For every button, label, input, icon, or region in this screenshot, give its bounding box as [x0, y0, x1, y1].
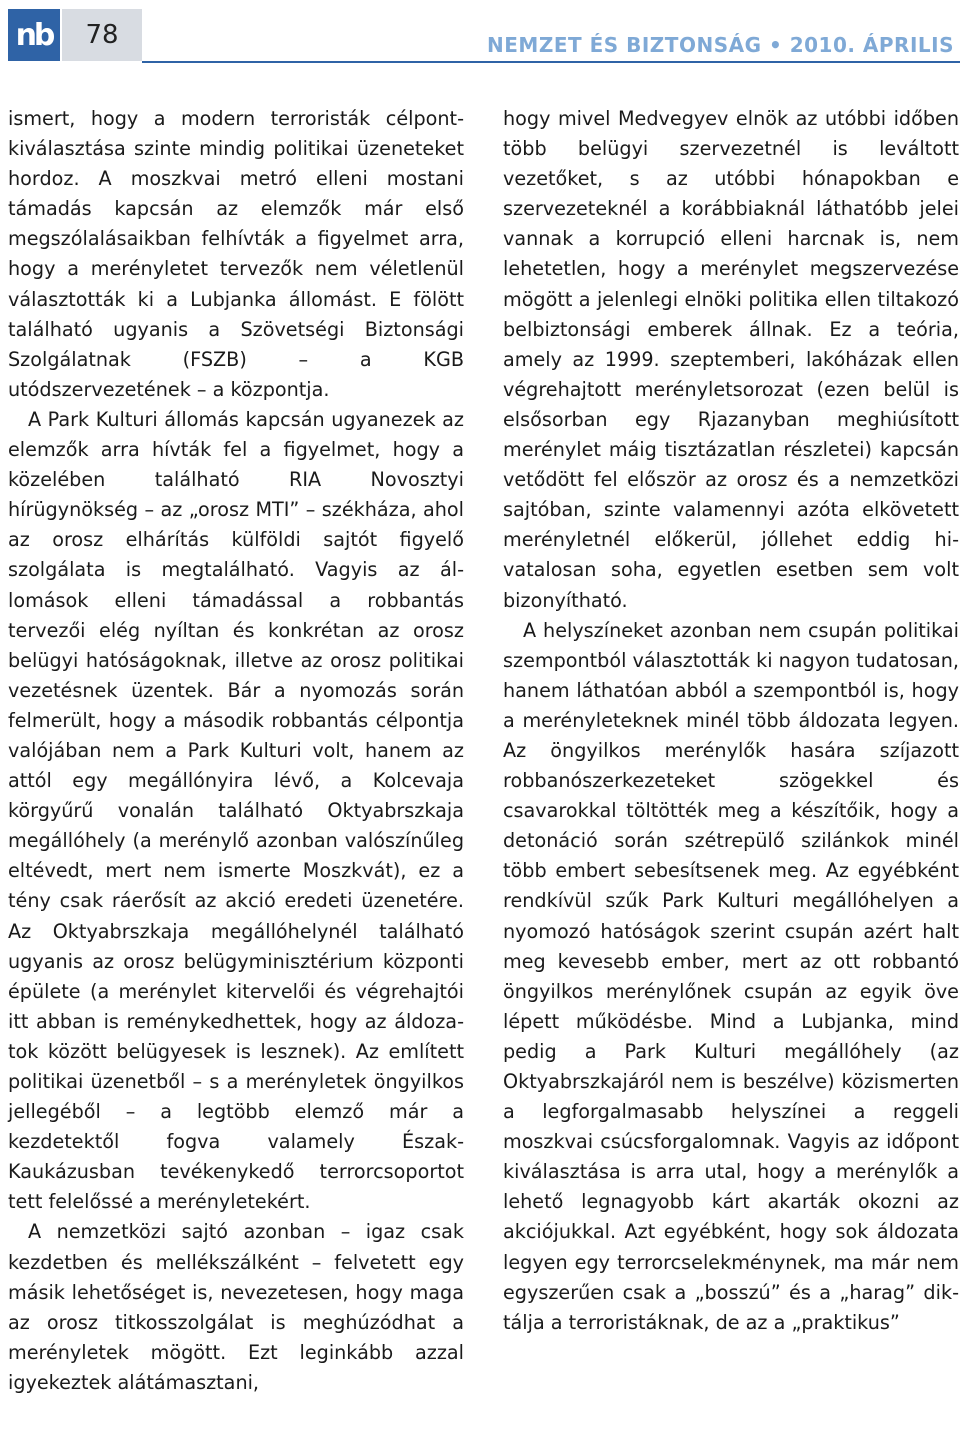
page-number-box [62, 9, 142, 61]
page-number: 78 [85, 20, 119, 50]
magazine-logo [8, 9, 60, 61]
right-paragraph-2: A helyszíneket azonban nem csupán politikai szempontból választották ki nagyon tudatosan, hanem láthatóan abból a szempontból is, hogy a merényleteknek minél több áldozata legyen. Az öngyilkos merénylők hasára szíjazott robbanószerkezeteket szögekkel és csavarokkal töltötték meg a készítőik, hogy a detonáció során szétrepülő szilánkok minél több embert sebesítsenek meg. Az egyébként rendkívül szűk Park Kulturi megállóhelyen a nyomozó hatóságok szerint csupán azért halt meg kevesebb ember, mert az ott robbantó öngyilkos merénylőnek csupán az egyik öve lépett működésbe. Mind a Lubjanka, mind pedig a Park Kulturi megállóhely (az Oktyabrszkajáról nem is beszélve) közismerten a legforgalmasabb helyszínei a reggeli moszkvai csúcsforgalomnak. Vagyis az időpont kiválasztása is arra utal, hogy a merénylők a lehető legnagyobb kárt akarták okozni az akciójukkal. Azt egyébként, hogy sok áldozata legyen egy terrorcselekménynek, ma már nem egyszerűen csak a „bosszú” és a „harag” diktálja a terroristáknak, de az a „praktikus” [503, 618, 959, 1334]
right-paragraph-1: hogy mivel Medvegyev elnök az utóbbi időben több belügyi szervezetnél is leváltott vezetőket, s az utóbbi hónapokban e szervezeteknél a korábbiaknál láthatóbb jelei vannak a korrupció elleni harcnak is, nem lehetetlen, hogy a merénylet megszervezése mögött a jelenlegi elnöki politika ellen tiltakozó belbiztonsági emberek állnak. Ez a teória, amely az 1999. szeptemberi, lakóházak ellen végrehajtott merényletsorozat (ezen belül is elsősorban egy Rjazanyban meghiúsított merénylet máig tisztázatlan részletei) kapcsán vetődött fel először az orosz és a nemzetközi sajtóban, szinte valamennyi azóta elkövetett merényletnél előkerül, jóllehet eddig hivatalosan soha, egyetlen esetben sem volt bizonyítható. [503, 107, 959, 612]
header-rule [142, 61, 960, 63]
running-title: NEMZET ÉS BIZTONSÁG • 2010. ÁPRILIS [487, 33, 954, 57]
left-column [8, 104, 464, 1398]
right-column [503, 104, 959, 1338]
left-paragraph-2: A Park Kulturi állomás kapcsán ugyanezek az elemzők arra hívták fel a figyelmet, hogy a közelében található RIA Novosztyi hírügynökség – az „orosz MTI” – székháza, ahol az orosz elhárítás külföldi sajtót figyelő szolgálata is megtalálható. Vagyis az állomások elleni támadással a robbantás tervezői elég nyíltan és konkrétan az orosz belügyi hatóságoknak, illetve az orosz politikai vezetésnek üzentek. Bár a nyomozás során felmerült, hogy a második robbantás célpontja valójában nem a Park Kulturi volt, hanem az attól egy megállónyira lévő, a Kolcevaja körgyűrű vonalán található Oktyabrszkaja megállóhely (a merénylő azonban valószínűleg eltévedt, mert nem ismerte Moszkvát), ez a tény csak ráerősít az akció eredeti üzenetére. Az Oktyabrszkaja megállóhelynél található ugyanis az orosz belügyminisztérium központi épülete (a merénylet kitervelői és végrehajtói itt abban is reménykedhettek, hogy az áldozatok között belügyesek is lesznek). Az említett politikai üzenetből – s a merényletek öngyilkos jellegéből – a legtöbb elemző már a kezdetektől fogva valamely Észak-Kaukázusban tevékenykedő terrorcsoportot tett felelőssé a merényletekért. [8, 407, 464, 1214]
left-paragraph-3: A nemzetközi sajtó azonban – igaz csak kezdetben és mellékszálként – felvetett egy másik lehetőséget is, nevezetesen, hogy maga az orosz titkosszolgálat is meghúzódhat a merényletek mögött. Ezt leginkább azzal igyekeztek alátámasztani, [8, 1220, 464, 1394]
logo-text: nb [15, 17, 53, 53]
page-header [0, 0, 960, 70]
left-paragraph-1: ismert, hogy a modern terroristák célpontkiválasztása szinte mindig politikai üzeneteket hordoz. A moszkvai metró elleni mostani támadás kapcsán az elemzők már első megszólalásaikban felhívták a figyelmet arra, hogy a merényletet tervezők nem véletlenül választották ki a Lubjanka állomást. E fölött található ugyanis a Szövetségi Biztonsági Szolgálatnak (FSZB) – a KGB utódszervezetének – a központja. [8, 107, 464, 401]
